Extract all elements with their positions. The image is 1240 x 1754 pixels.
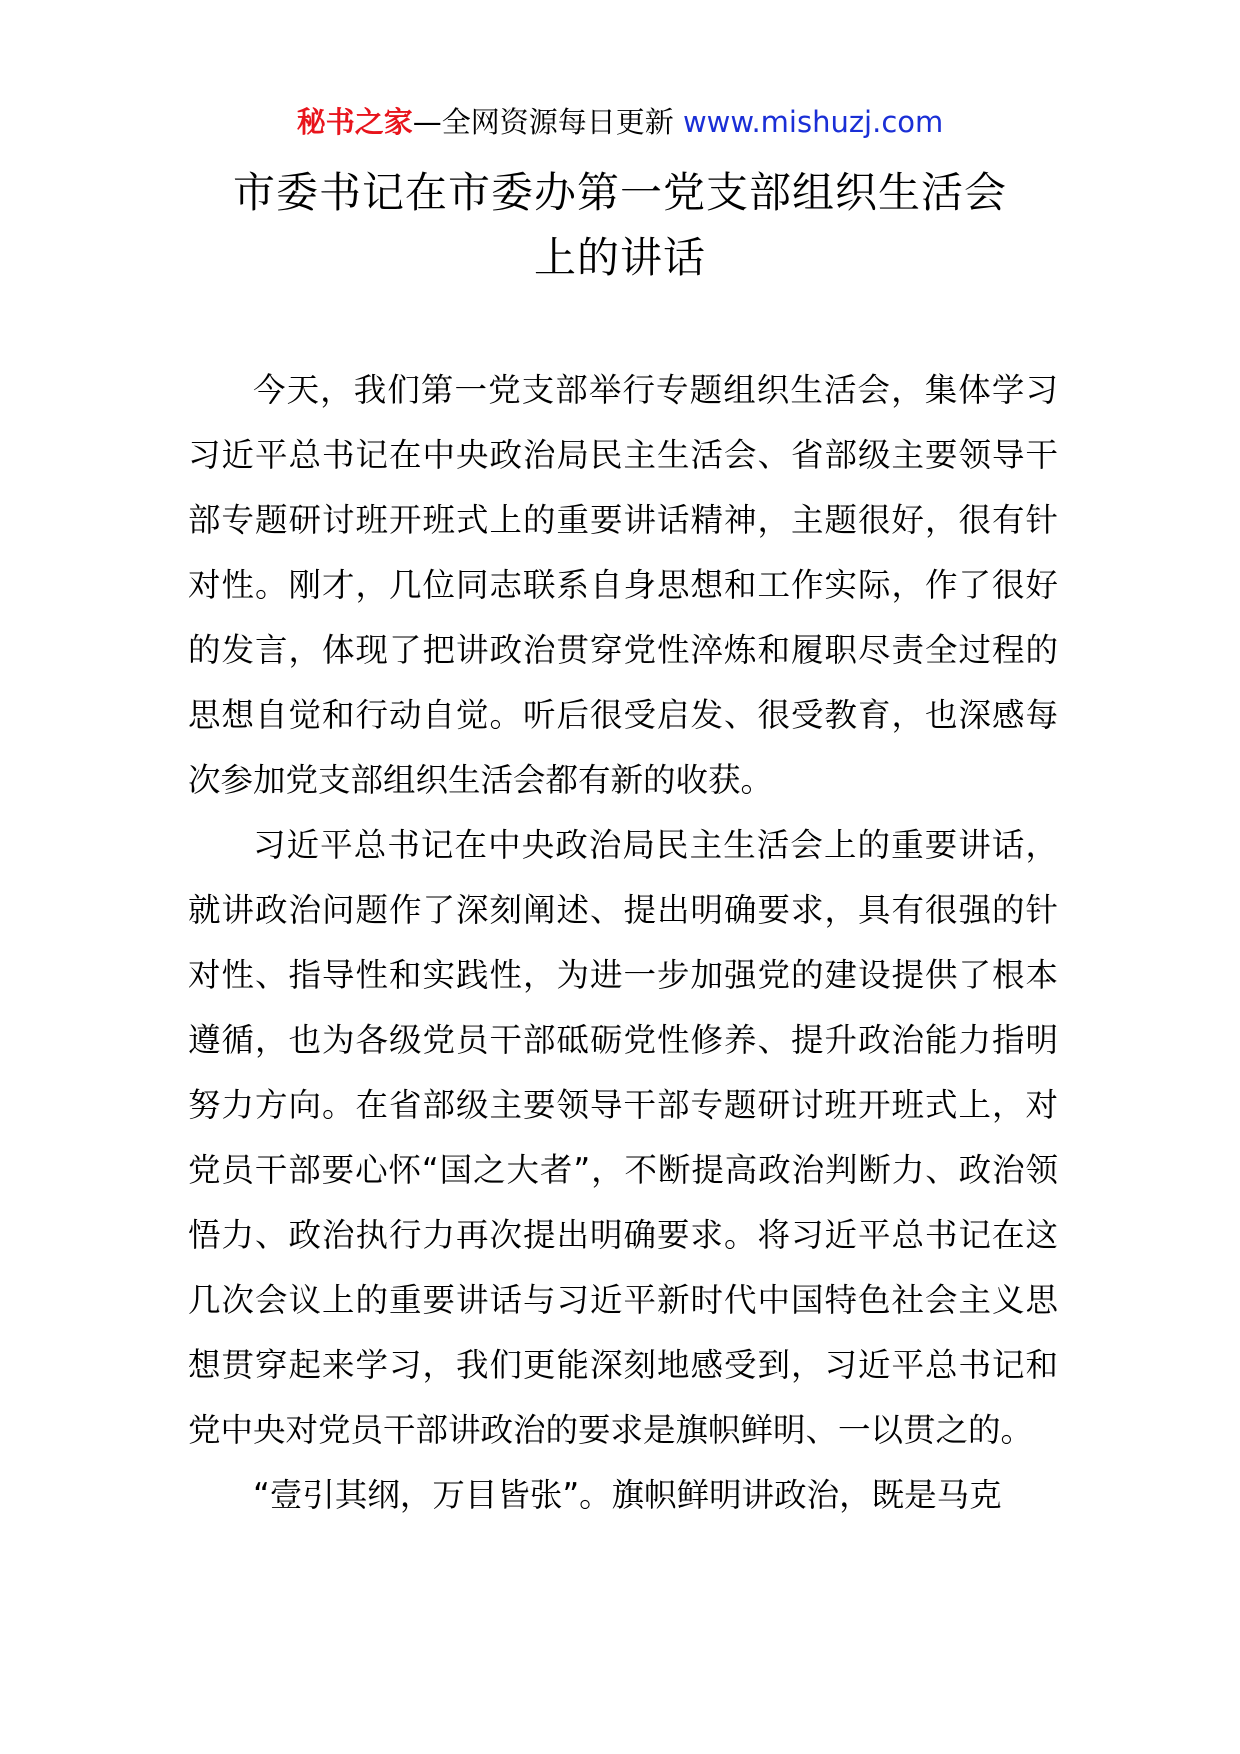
- header-banner: [0, 102, 1240, 142]
- body-paragraph-1: 今天，我们第一党支部举行专题组织生活会，集体学习习近平总书记在中央政治局民主生活会、省部级主要领导干部专题研讨班开班式上的重要讲话精神，主题很好，很有针对性。刚才，几位同志联系自身思想和工作实际，作了很好的发言，体现了把讲政治贯穿党性淬炼和履职尽责全过程的思想自觉和行动自觉。听后很受启发、很受教育，也深感每次参加党支部组织生活会都有新的收获。: [188, 371, 1058, 799]
- site-url-link[interactable]: www.mishuzj.com: [682, 105, 944, 139]
- document-body: [188, 358, 1058, 1528]
- brand-name: 秘书之家: [296, 105, 413, 139]
- document-title: [180, 160, 1060, 290]
- header-tagline: —全网资源每日更新: [412, 105, 683, 139]
- body-paragraph-3: “壹引其纲，万目皆张”。旗帜鲜明讲政治，既是马克: [253, 1476, 1002, 1514]
- title-line-2: 上的讲话: [533, 233, 706, 282]
- body-paragraph-2: 习近平总书记在中央政治局民主生活会上的重要讲话，就讲政治问题作了深刻阐述、提出明确要求，具有很强的针对性、指导性和实践性，为进一步加强党的建设提供了根本遵循，也为各级党员干部砥砺党性修养、提升政治能力指明努力方向。在省部级主要领导干部专题研讨班开班式上，对党员干部要心怀“国之大者”，不断提高政治判断力、政治领悟力、政治执行力再次提出明确要求。将习近平总书记在这几次会议上的重要讲话与习近平新时代中国特色社会主义思想贯穿起来学习，我们更能深刻地感受到，习近平总书记和党中央对党员干部讲政治的要求是旗帜鲜明、一以贯之的。: [188, 826, 1058, 1449]
- title-line-1: 市委书记在市委办第一党支部组织生活会: [232, 168, 1007, 217]
